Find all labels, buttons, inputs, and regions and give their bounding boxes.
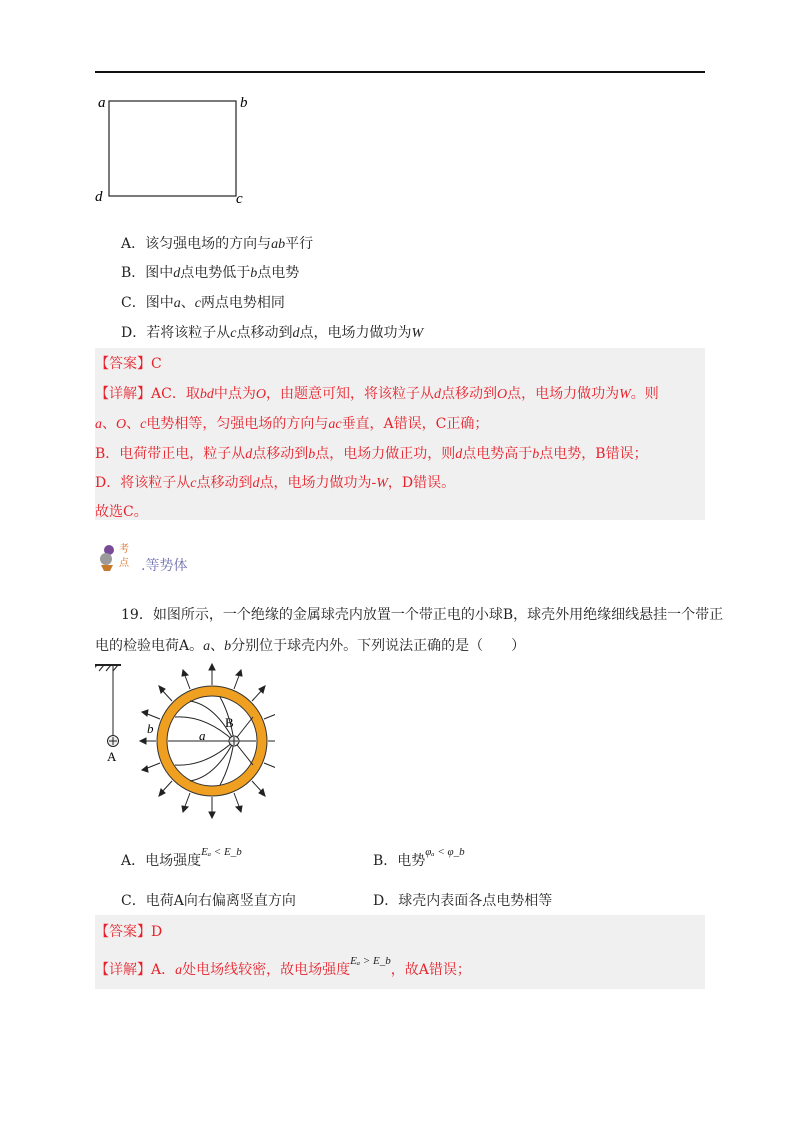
top-rule bbox=[95, 71, 705, 73]
q19-option-d: D．球壳内表面各点电势相等 bbox=[373, 893, 553, 909]
kaodian-icon bbox=[95, 538, 143, 578]
q19-option-c: C．电荷A向右偏离竖直方向 bbox=[121, 893, 296, 909]
q18-detail-line-4: D．将该粒子从c点移动到d点，电场力做功为-W，D错误。 bbox=[95, 475, 456, 491]
kaodian-text-dian: 点 bbox=[119, 558, 129, 569]
point-label-a: a bbox=[199, 728, 206, 743]
corner-label-a: a bbox=[98, 95, 106, 111]
corner-label-c: c bbox=[236, 191, 243, 207]
charge-label-A: A bbox=[107, 749, 117, 764]
point-label-b: b bbox=[147, 721, 154, 736]
q18-option-c: C．图中a、c两点电势相同 bbox=[121, 295, 285, 311]
q18-conclusion: 故选C。 bbox=[95, 504, 148, 520]
q19-option-b: B．电势$^{\varphi_a < \varphi\_b}$ bbox=[373, 846, 465, 869]
q18-option-b: B．图中d点电势低于b点电势 bbox=[121, 265, 300, 281]
rectangle-figure bbox=[90, 90, 260, 215]
q18-detail-line-2: a、O、c电势相等，匀强电场的方向与ac垂直，A错误，C正确； bbox=[95, 416, 489, 432]
q18-option-d: D．若将该粒子从c点移动到d点，电场力做功为W bbox=[121, 325, 424, 341]
q18-answer-box bbox=[95, 348, 705, 520]
q18-option-a: A．该匀强电场的方向与ab平行 bbox=[121, 236, 314, 252]
q19-option-a: A．电场强度$^{E_a < E\_b}$ bbox=[121, 846, 242, 869]
corner-label-b: b bbox=[240, 95, 248, 111]
sphere-shell-figure bbox=[95, 655, 275, 840]
corner-label-d: d bbox=[95, 189, 103, 205]
kaodian-topic[interactable]: .等势体 bbox=[141, 558, 188, 574]
q19-stem-line-1: 19．如图所示，一个绝缘的金属球壳内放置一个带正电的小球B，球壳外用绝缘细线悬挂一个带正 bbox=[121, 607, 724, 623]
q18-detail-line-3: B．电荷带正电，粒子从d点移动到b点，电场力做正功，则d点电势高于b点电势，B错误； bbox=[95, 446, 648, 462]
charge-label-B: B bbox=[225, 715, 234, 730]
q19-answer: 【答案】D bbox=[95, 924, 163, 940]
q19-stem-line-2: 电的检验电荷A。a、b分别位于球壳内外。下列说法正确的是（ ） bbox=[95, 638, 526, 654]
q18-answer: 【答案】C bbox=[95, 356, 162, 372]
q19-detail-line-1: 【详解】A．a处电场线较密，故电场强度$^{E_a > E\_b}$，故A错误； bbox=[95, 955, 471, 978]
kaodian-text-kao: 考 bbox=[119, 544, 129, 555]
rectangle-shape bbox=[109, 101, 236, 196]
q18-detail-line-1: 【详解】AC．取bd中点为O，由题意可知，将该粒子从d点移动到O点，电场力做功为W。则 bbox=[95, 386, 659, 402]
